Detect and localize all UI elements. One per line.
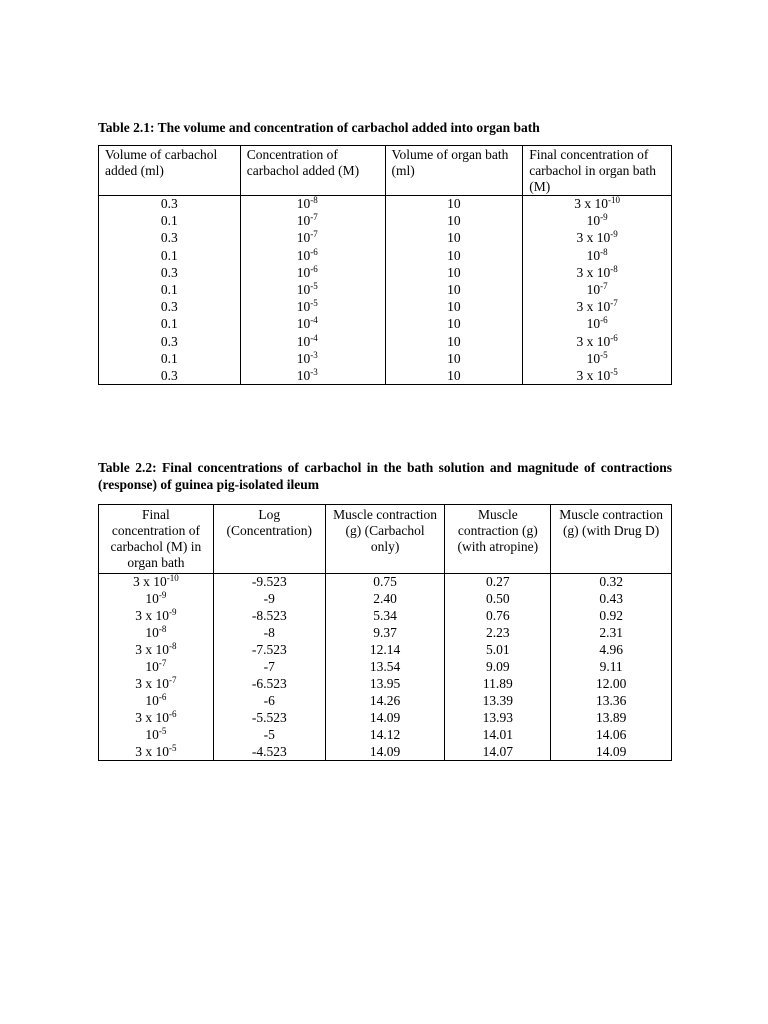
contraction-carbachol-cell: 13.95	[325, 676, 445, 693]
contraction-carbachol-cell: 5.34	[325, 608, 445, 625]
coefficient: 3 x	[576, 230, 597, 246]
coefficient: 3 x	[135, 710, 156, 725]
exponent: -7	[169, 675, 177, 685]
base: 10	[586, 316, 601, 332]
table-row	[99, 196, 672, 213]
base: 10	[586, 213, 601, 229]
log-concentration-cell: -7.523	[213, 642, 325, 659]
coefficient: 3 x	[576, 299, 597, 315]
table-row	[99, 333, 672, 350]
base: 10	[296, 367, 311, 383]
base: 10	[145, 591, 159, 606]
exponent: -10	[607, 195, 620, 206]
base: 10	[296, 213, 311, 229]
base: 10	[155, 608, 170, 623]
concentration-added-cell	[240, 281, 385, 298]
exponent: -3	[310, 366, 318, 377]
final-concentration-cell	[99, 591, 214, 608]
contraction-atropine-cell: 5.01	[445, 642, 551, 659]
table-row	[99, 659, 672, 676]
final-concentration-cell	[523, 230, 672, 247]
final-concentration-cell	[523, 264, 672, 281]
volume-added-cell: 0.1	[99, 316, 241, 333]
base: 10	[145, 625, 159, 640]
final-concentration-cell	[99, 625, 214, 642]
final-concentration-cell	[523, 316, 672, 333]
contraction-drug-d-cell: 0.32	[551, 574, 672, 591]
coefficient: 3 x	[133, 574, 154, 590]
carbachol-volume-table	[98, 145, 672, 385]
table-row	[99, 608, 672, 625]
table1-header-row	[99, 146, 672, 196]
table1-body	[99, 196, 672, 385]
table-row	[99, 367, 672, 384]
base: 10	[596, 367, 611, 383]
exponent: -7	[310, 212, 318, 223]
contraction-drug-d-cell: 14.09	[551, 744, 672, 761]
contraction-response-table	[98, 504, 672, 761]
exponent: -6	[310, 246, 318, 257]
contraction-carbachol-cell: 12.14	[325, 642, 445, 659]
contraction-drug-d-cell: 13.89	[551, 710, 672, 727]
bath-volume-cell: 10	[385, 230, 523, 247]
coefficient: 3 x	[574, 196, 595, 212]
contraction-atropine-cell: 13.39	[445, 693, 551, 710]
table-row	[99, 710, 672, 727]
volume-added-cell: 0.3	[99, 299, 241, 316]
table1-header-concentration-added: Concentration of carbachol added (M)	[240, 146, 385, 196]
contraction-drug-d-cell: 12.00	[551, 676, 672, 693]
concentration-added-cell	[240, 316, 385, 333]
bath-volume-cell: 10	[385, 299, 523, 316]
base: 10	[596, 230, 611, 246]
table-row	[99, 574, 672, 591]
final-concentration-cell	[99, 744, 214, 761]
table-row	[99, 727, 672, 744]
exponent: -5	[158, 726, 167, 736]
base: 10	[596, 333, 611, 349]
contraction-atropine-cell: 14.01	[445, 727, 551, 744]
contraction-drug-d-cell: 14.06	[551, 727, 672, 744]
concentration-added-cell	[240, 213, 385, 230]
table2-header-contraction-atropine: Muscle contraction (g) (with atropine)	[445, 505, 551, 574]
coefficient: 3 x	[135, 608, 156, 623]
base: 10	[155, 642, 170, 657]
log-concentration-cell: -6	[213, 693, 325, 710]
base: 10	[145, 693, 159, 708]
table-row	[99, 247, 672, 264]
bath-volume-cell: 10	[385, 213, 523, 230]
bath-volume-cell: 10	[385, 367, 523, 384]
volume-added-cell: 0.3	[99, 333, 241, 350]
base: 10	[155, 743, 170, 759]
table-row	[99, 264, 672, 281]
coefficient: 3 x	[576, 367, 597, 383]
table-row	[99, 281, 672, 298]
exponent: -8	[158, 624, 167, 634]
table2-body	[99, 574, 672, 761]
table2-header-row	[99, 505, 672, 574]
base: 10	[296, 196, 311, 212]
table-row	[99, 676, 672, 693]
exponent: -4	[310, 315, 318, 326]
bath-volume-cell: 10	[385, 247, 523, 264]
concentration-added-cell	[240, 196, 385, 213]
exponent: -7	[158, 658, 167, 668]
contraction-carbachol-cell: 9.37	[325, 625, 445, 642]
bath-volume-cell: 10	[385, 316, 523, 333]
base: 10	[586, 247, 601, 263]
contraction-carbachol-cell: 2.40	[325, 591, 445, 608]
exponent: -8	[610, 263, 618, 274]
final-concentration-cell	[99, 727, 214, 744]
exponent: -5	[600, 349, 608, 360]
contraction-drug-d-cell: 13.36	[551, 693, 672, 710]
table2-header-contraction-carbachol: Muscle contraction (g) (Carbachol only)	[325, 505, 445, 574]
contraction-carbachol-cell: 14.12	[325, 727, 445, 744]
exponent: -5	[610, 366, 618, 377]
contraction-atropine-cell: 9.09	[445, 659, 551, 676]
volume-added-cell: 0.3	[99, 367, 241, 384]
contraction-drug-d-cell: 0.92	[551, 608, 672, 625]
exponent: -6	[610, 332, 618, 343]
coefficient: 3 x	[135, 676, 156, 691]
bath-volume-cell: 10	[385, 196, 523, 213]
final-concentration-cell	[99, 693, 214, 710]
bath-volume-cell: 10	[385, 333, 523, 350]
table2-caption: Table 2.2: Final concentrations of carbachol in the bath solution and magnitude of contractions (response) of guinea pig-isolated ileum	[98, 460, 672, 492]
contraction-carbachol-cell: 14.09	[325, 710, 445, 727]
base: 10	[596, 264, 611, 280]
table-row	[99, 230, 672, 247]
contraction-drug-d-cell: 2.31	[551, 625, 672, 642]
table-row	[99, 591, 672, 608]
table1-header-volume-added: Volume of carbachol added (ml)	[99, 146, 241, 196]
table2-header-log-concentration: Log (Concentration)	[213, 505, 325, 574]
table2-header-final-concentration: Final concentration of carbachol (M) in organ bath	[99, 505, 214, 574]
bath-volume-cell: 10	[385, 281, 523, 298]
exponent: -8	[169, 641, 177, 651]
volume-added-cell: 0.1	[99, 213, 241, 230]
exponent: -6	[310, 263, 318, 274]
final-concentration-cell	[99, 710, 214, 727]
exponent: -5	[310, 281, 318, 292]
exponent: -5	[169, 742, 177, 753]
contraction-atropine-cell: 11.89	[445, 676, 551, 693]
final-concentration-cell	[99, 574, 214, 591]
coefficient: 3 x	[576, 333, 597, 349]
base: 10	[145, 727, 159, 742]
final-concentration-cell	[523, 196, 672, 213]
final-concentration-cell	[523, 213, 672, 230]
exponent: -9	[158, 590, 167, 600]
log-concentration-cell: -5	[213, 727, 325, 744]
exponent: -6	[600, 315, 608, 326]
volume-added-cell: 0.3	[99, 196, 241, 213]
final-concentration-cell	[99, 608, 214, 625]
contraction-drug-d-cell: 4.96	[551, 642, 672, 659]
final-concentration-cell	[523, 281, 672, 298]
exponent: -8	[600, 246, 608, 257]
concentration-added-cell	[240, 333, 385, 350]
final-concentration-cell	[99, 642, 214, 659]
final-concentration-cell	[523, 350, 672, 367]
final-concentration-cell	[523, 247, 672, 264]
table1-caption: Table 2.1: The volume and concentration of carbachol added into organ bath	[98, 120, 540, 135]
exponent: -10	[166, 573, 179, 584]
concentration-added-cell	[240, 230, 385, 247]
volume-added-cell: 0.3	[99, 230, 241, 247]
exponent: -6	[169, 709, 177, 719]
concentration-added-cell	[240, 247, 385, 264]
base: 10	[296, 282, 311, 298]
table-row	[99, 625, 672, 642]
base: 10	[153, 574, 167, 590]
bath-volume-cell: 10	[385, 350, 523, 367]
volume-added-cell: 0.1	[99, 247, 241, 264]
coefficient: 3 x	[135, 642, 156, 657]
base: 10	[596, 299, 611, 315]
contraction-atropine-cell: 0.50	[445, 591, 551, 608]
base: 10	[155, 710, 170, 725]
concentration-added-cell	[240, 367, 385, 384]
final-concentration-cell	[523, 367, 672, 384]
contraction-carbachol-cell: 14.09	[325, 744, 445, 761]
final-concentration-cell	[99, 659, 214, 676]
log-concentration-cell: -9	[213, 591, 325, 608]
contraction-atropine-cell: 2.23	[445, 625, 551, 642]
base: 10	[296, 264, 311, 280]
coefficient: 3 x	[135, 743, 156, 759]
concentration-added-cell	[240, 350, 385, 367]
log-concentration-cell: -8	[213, 625, 325, 642]
final-concentration-cell	[523, 299, 672, 316]
exponent: -9	[610, 229, 618, 240]
exponent: -8	[310, 195, 318, 206]
contraction-atropine-cell: 13.93	[445, 710, 551, 727]
base: 10	[296, 299, 311, 315]
concentration-added-cell	[240, 299, 385, 316]
base: 10	[145, 659, 159, 674]
table1-header-final-concentration: Final concentration of carbachol in organ bath (M)	[523, 146, 672, 196]
table2-header-contraction-drug-d: Muscle contraction (g) (with Drug D)	[551, 505, 672, 574]
final-concentration-cell	[99, 676, 214, 693]
contraction-carbachol-cell: 14.26	[325, 693, 445, 710]
base: 10	[296, 333, 311, 349]
log-concentration-cell: -8.523	[213, 608, 325, 625]
contraction-carbachol-cell: 0.75	[325, 574, 445, 591]
exponent: -5	[310, 298, 318, 309]
exponent: -4	[310, 332, 318, 343]
contraction-atropine-cell: 14.07	[445, 744, 551, 761]
base: 10	[594, 196, 608, 212]
contraction-atropine-cell: 0.27	[445, 574, 551, 591]
log-concentration-cell: -4.523	[213, 744, 325, 761]
table-row	[99, 693, 672, 710]
volume-added-cell: 0.3	[99, 264, 241, 281]
contraction-drug-d-cell: 9.11	[551, 659, 672, 676]
table-row	[99, 350, 672, 367]
table-row	[99, 316, 672, 333]
exponent: -7	[610, 298, 618, 309]
final-concentration-cell	[523, 333, 672, 350]
table-row	[99, 744, 672, 761]
exponent: -7	[600, 281, 608, 292]
coefficient: 3 x	[576, 264, 597, 280]
base: 10	[296, 316, 311, 332]
log-concentration-cell: -7	[213, 659, 325, 676]
table-row	[99, 213, 672, 230]
volume-added-cell: 0.1	[99, 350, 241, 367]
base: 10	[586, 350, 601, 366]
exponent: -9	[169, 607, 177, 617]
log-concentration-cell: -5.523	[213, 710, 325, 727]
base: 10	[155, 676, 170, 691]
exponent: -9	[600, 212, 608, 223]
bath-volume-cell: 10	[385, 264, 523, 281]
table1-header-bath-volume: Volume of organ bath (ml)	[385, 146, 523, 196]
base: 10	[586, 282, 601, 298]
log-concentration-cell: -9.523	[213, 574, 325, 591]
contraction-atropine-cell: 0.76	[445, 608, 551, 625]
exponent: -6	[158, 692, 167, 702]
log-concentration-cell: -6.523	[213, 676, 325, 693]
concentration-added-cell	[240, 264, 385, 281]
exponent: -3	[310, 349, 318, 360]
exponent: -7	[310, 229, 318, 240]
contraction-carbachol-cell: 13.54	[325, 659, 445, 676]
table-row	[99, 299, 672, 316]
volume-added-cell: 0.1	[99, 281, 241, 298]
table-row	[99, 642, 672, 659]
contraction-drug-d-cell: 0.43	[551, 591, 672, 608]
base: 10	[296, 350, 311, 366]
base: 10	[296, 247, 311, 263]
base: 10	[296, 230, 311, 246]
